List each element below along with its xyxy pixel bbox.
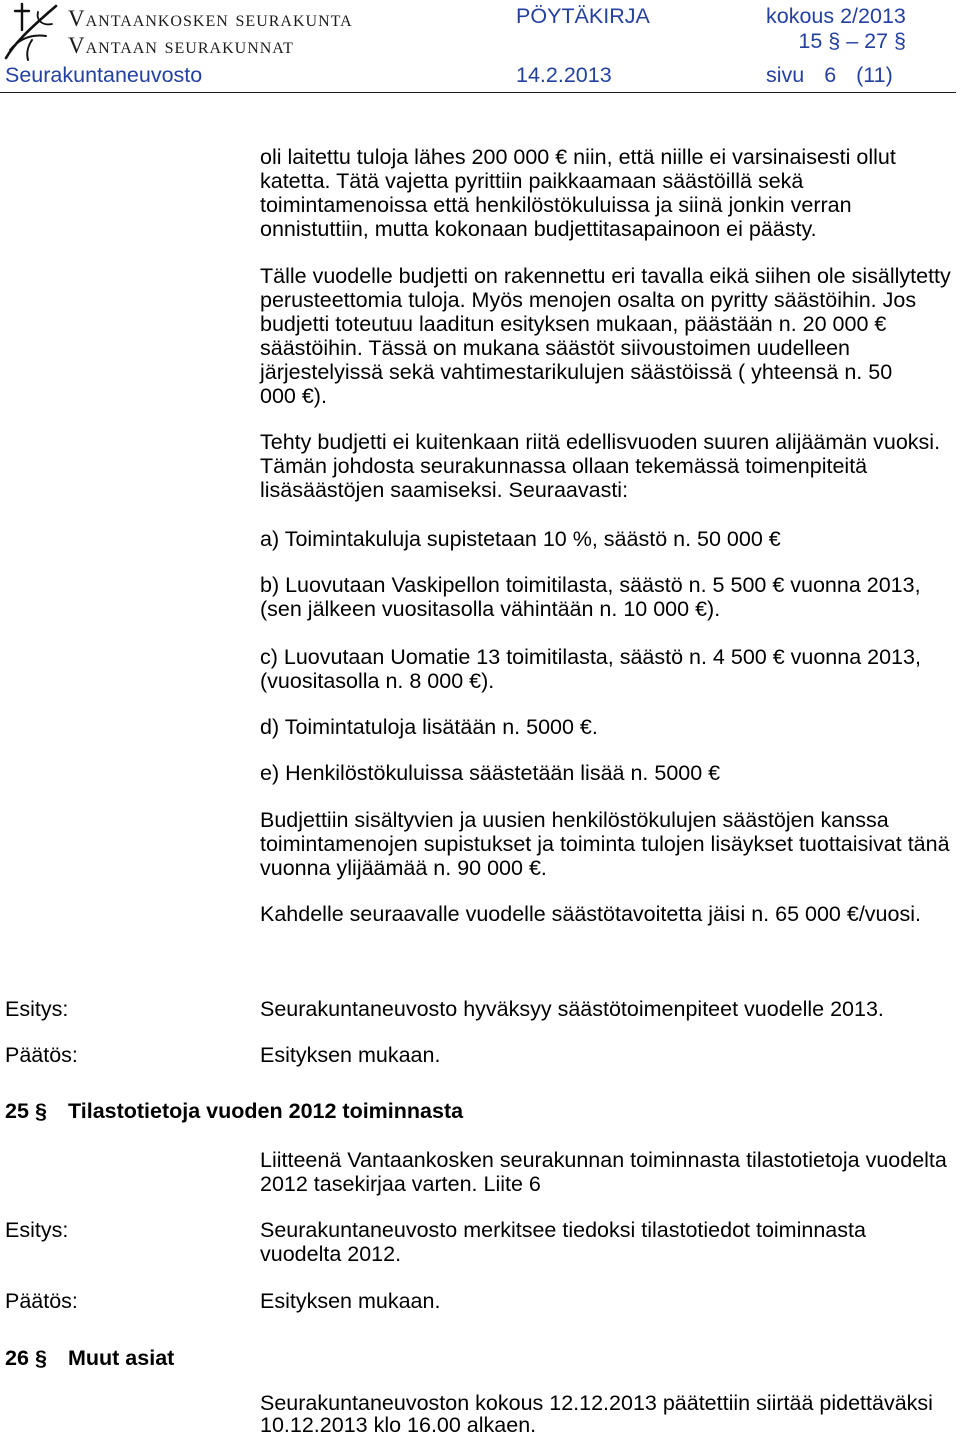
measure-line: c) Luovutaan Uomatie 13 toimitilasta, säästö n. 4 500 € vuonna 2013, — [260, 645, 921, 669]
paragraph-line: budjetti toteutuu laaditun esityksen mukaan, päästään n. 20 000 € — [260, 312, 887, 336]
section-sign: § — [35, 1346, 47, 1370]
paragraph-line: 10.12.2013 klo 16.00 alkaen. — [260, 1413, 537, 1436]
paragraph-line: Seurakuntaneuvosto hyväksyy säästötoimenpiteet vuodelle 2013. — [260, 997, 884, 1021]
item-26-heading — [0, 1346, 700, 1370]
paragraph-line: katetta. Tätä vajetta pyrittiin paikkaamaan säästöillä sekä — [260, 169, 804, 193]
proposal-label — [5, 997, 68, 1021]
decision-text — [260, 1289, 440, 1313]
label-text: Esitys: — [5, 997, 69, 1021]
document-type: PÖYTÄKIRJA — [516, 4, 650, 28]
parish-union-name: Vantaan seurakunnat — [68, 33, 294, 58]
paragraph-line: Seurakuntaneuvoston kokous 12.12.2013 päätettiin siirtää pidettäväksi — [260, 1391, 933, 1415]
measure-c — [260, 645, 921, 693]
paragraph-line: Tämän johdosta seurakunnassa ollaan tekemässä toimenpiteitä — [260, 454, 868, 478]
proposal-text — [260, 997, 884, 1021]
measure-line: e) Henkilöstökuluissa säästetään lisää n. 5000 € — [260, 761, 721, 785]
summary-paragraph — [260, 808, 950, 880]
church-emblem-icon — [2, 0, 60, 62]
paragraph-line: toimintamenojen supistukset ja toiminta tulojen lisäykset tuottaisivat tänä — [260, 832, 950, 856]
measure-line: a) Toimintakuluja supistetaan 10 %, säästö n. 50 000 € — [260, 527, 781, 551]
intro-paragraph — [260, 145, 896, 241]
savings-target — [260, 902, 921, 926]
measure-line: (vuositasolla n. 8 000 €). — [260, 669, 495, 693]
section-range: 15 § – 27 § — [798, 29, 906, 53]
item-26-text — [260, 1392, 933, 1436]
paragraph-line: Esityksen mukaan. — [260, 1043, 441, 1067]
item-25-description — [260, 1148, 947, 1196]
proposal-label — [5, 1218, 68, 1242]
paragraph-line: lisäsäästöjen saamiseksi. Seuraavasti: — [260, 478, 629, 502]
paragraph-line: 2012 tasekirjaa varten. Liite 6 — [260, 1172, 541, 1196]
item-title: Muut asiat — [68, 1346, 175, 1370]
meeting-date: 14.2.2013 — [516, 63, 612, 87]
paragraph-line: oli laitettu tuloja lähes 200 000 € niin, että niille ei varsinaisesti ollut — [260, 145, 896, 169]
label-text: Päätös: — [5, 1043, 78, 1067]
paragraph-line: vuonna ylijäämää n. 90 000 €. — [260, 856, 547, 880]
measure-a — [260, 527, 781, 551]
meeting-number: kokous 2/2013 — [766, 4, 906, 28]
measure-line: d) Toimintatuloja lisätään n. 5000 €. — [260, 715, 598, 739]
item-number: 25 — [5, 1099, 29, 1123]
paragraph-line: Esityksen mukaan. — [260, 1289, 441, 1313]
paragraph-line: Seurakuntaneuvosto merkitsee tiedoksi tilastotiedot toiminnasta — [260, 1218, 866, 1242]
measure-line: b) Luovutaan Vaskipellon toimitilasta, säästö n. 5 500 € vuonna 2013, — [260, 573, 921, 597]
measure-d — [260, 715, 598, 739]
decision-label — [5, 1043, 78, 1067]
deficit-paragraph — [260, 430, 940, 502]
paragraph-line: järjestelyissä sekä vahtimestarikulujen säästöissä ( yhteensä n. 50 — [260, 360, 893, 384]
budget-paragraph — [260, 264, 951, 408]
paragraph-line: onnistuttiin, mutta kokonaan budjettitasapainoon ei päästy. — [260, 217, 817, 241]
item-number: 26 — [5, 1346, 29, 1370]
paragraph-line: Tehty budjetti ei kuitenkaan riitä edellisvuoden suuren alijäämän vuoksi. — [260, 430, 941, 454]
decision-text — [260, 1043, 440, 1067]
paragraph-line: toimintamenoissa että henkilöstökuluissa ja siinä jonkin verran — [260, 193, 852, 217]
section-sign: § — [35, 1099, 47, 1123]
label-text: Päätös: — [5, 1289, 78, 1313]
paragraph-line: 000 €). — [260, 384, 327, 408]
measure-e — [260, 761, 720, 785]
label-text: Esitys: — [5, 1218, 69, 1242]
item-25-heading — [0, 1099, 700, 1123]
measure-line: (sen jälkeen vuositasolla vähintään n. 10 000 €). — [260, 597, 721, 621]
paragraph-line: perusteettomia tuloja. Myös menojen osalta on pyritty säästöihin. Jos — [260, 288, 917, 312]
paragraph-line: Budjettiin sisältyvien ja uusien henkilöstökulujen säästöjen kanssa — [260, 808, 889, 832]
item-title: Tilastotietoja vuoden 2012 toiminnasta — [68, 1099, 464, 1123]
paragraph-line: säästöihin. Tässä on mukana säästöt siivoustoimen uudelleen — [260, 336, 851, 360]
paragraph-line: Kahdelle seuraavalle vuodelle säästötavoitetta jäisi n. 65 000 €/vuosi. — [260, 902, 921, 926]
header-divider — [0, 92, 956, 93]
decision-label — [5, 1289, 78, 1313]
governing-body-name: Seurakuntaneuvosto — [5, 63, 203, 87]
measure-b — [260, 573, 921, 621]
paragraph-line: Tälle vuodelle budjetti on rakennettu eri tavalla eikä siihen ole sisällytetty — [260, 264, 951, 288]
proposal-text — [260, 1218, 866, 1266]
page-number: sivu 6 (11) — [766, 63, 893, 87]
parish-name: Vantaankosken seurakunta — [68, 6, 353, 31]
paragraph-line: Liitteenä Vantaankosken seurakunnan toiminnasta tilastotietoja vuodelta — [260, 1148, 947, 1172]
paragraph-line: vuodelta 2012. — [260, 1242, 402, 1266]
